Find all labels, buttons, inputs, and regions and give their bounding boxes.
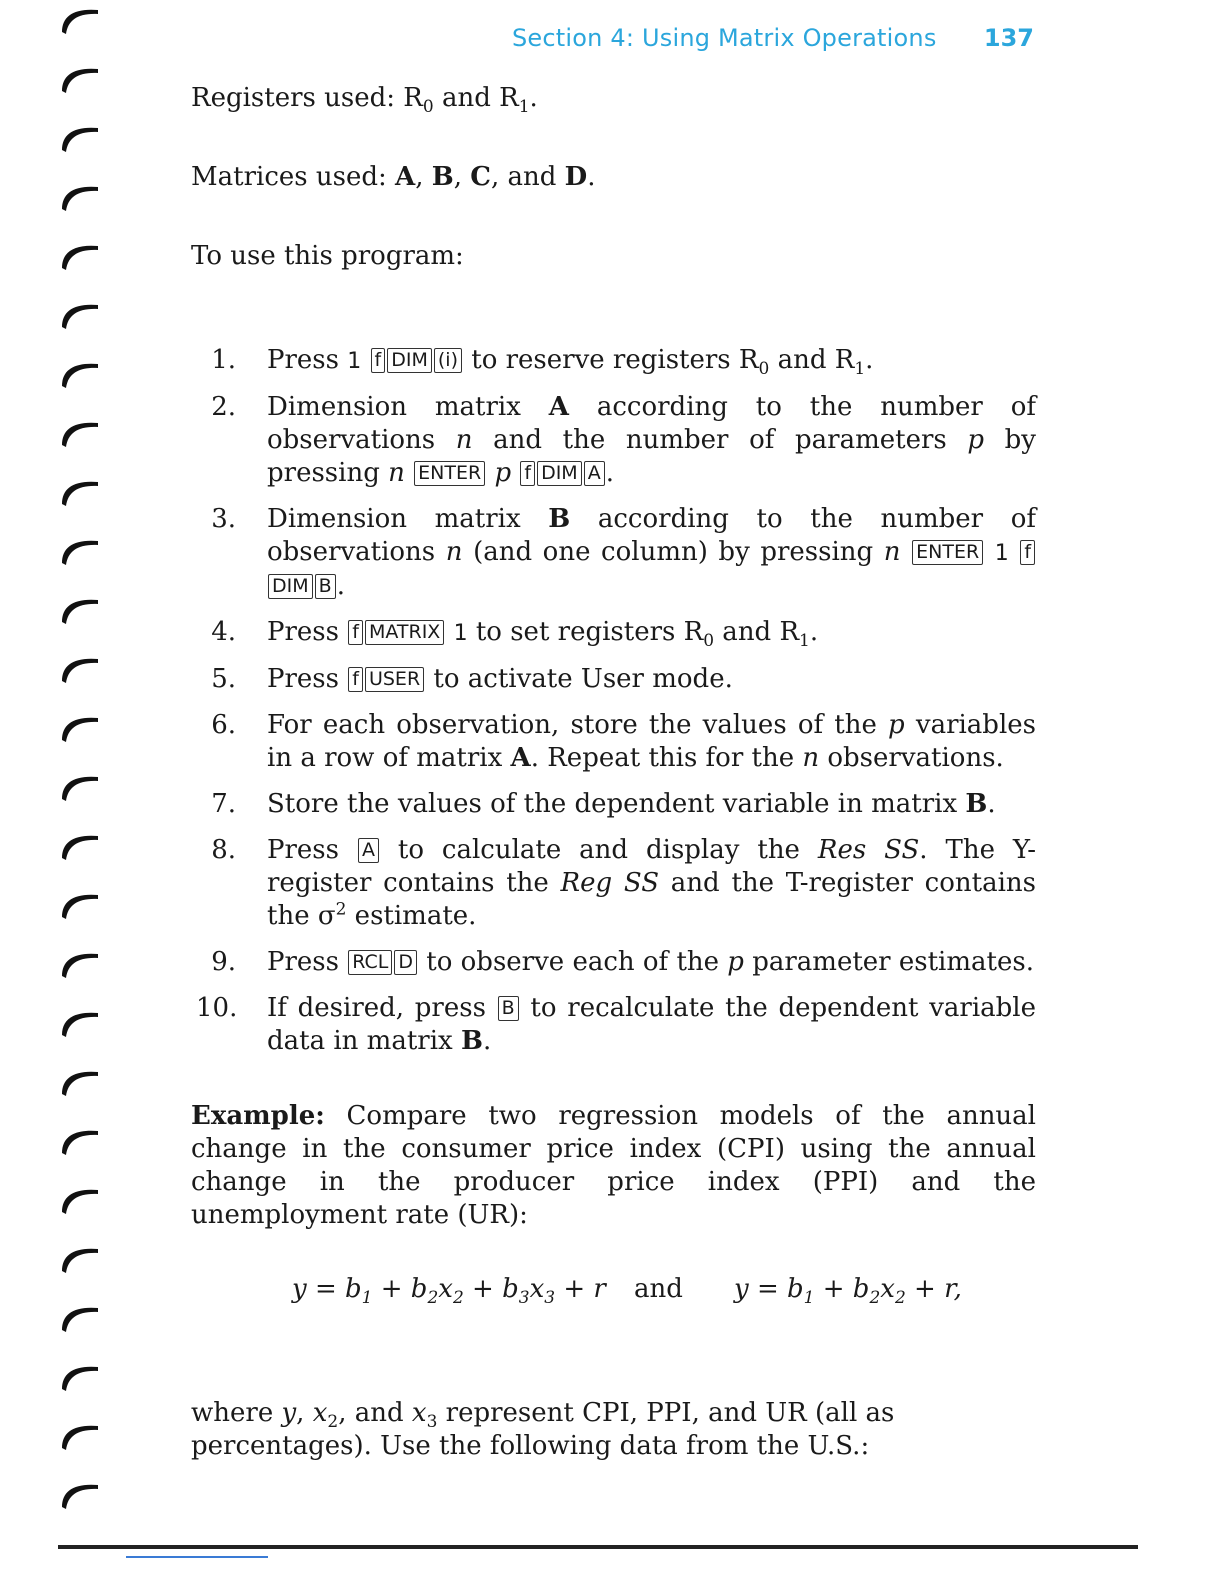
binding-ring-icon (58, 1300, 102, 1334)
equation-full-model: $y = b_1 + b_2x_2 + b_3x_3 + r$ (292, 1274, 606, 1309)
binding-ring-icon (58, 887, 102, 921)
binding-ring-icon (58, 1241, 102, 1275)
f-key: f (348, 620, 363, 645)
enter-key: ENTER (414, 461, 485, 486)
example-label: Example: (191, 1101, 325, 1131)
d-key: D (394, 950, 417, 975)
list-item: 1. Press 1 f DIM (i) to reserve registers $R_0$ and $R_1$. (211, 345, 874, 380)
instruction-list (196, 344, 1036, 1071)
enter-key: ENTER (912, 540, 983, 565)
footer-rule (58, 1545, 1138, 1549)
equation-and: and (634, 1274, 683, 1304)
binding-ring-icon (58, 1418, 102, 1452)
f-key: f (371, 348, 386, 373)
b-key: B (315, 574, 336, 599)
list-item: 2. Dimension matrix A according to the number of observations n and the number of parameters p by pressing n ENTER p f DIM A . (211, 392, 1036, 488)
dim-key: DIM (387, 348, 432, 373)
list-item: 3. Dimension matrix B according to the number of observations n (and one column) by pressing n ENTER 1 fDIM B . (211, 504, 1036, 601)
f-key: f (348, 667, 363, 692)
binding-ring-icon (58, 769, 102, 803)
list-item: 10. If desired, press B to recalculate the dependent variable data in matrix B. (196, 993, 1037, 1056)
a-key: A (584, 461, 605, 486)
binding-ring-icon (58, 297, 102, 331)
binding-ring-icon (58, 61, 102, 95)
binding-ring-icon (58, 1359, 102, 1393)
binding-ring-icon (58, 1064, 102, 1098)
a-key: A (358, 838, 379, 863)
usage-intro: To use this program: (191, 241, 464, 271)
list-item: 8. Press A to calculate and display the Res SS. The Y-register contains the Reg SS and the T-register contains the $\sigma^2$ estimate. (211, 835, 1036, 931)
footer-link-underline (126, 1556, 268, 1558)
equation-reduced-model: $y = b_1 + b_2x_2 + r$, (734, 1274, 962, 1309)
list-item: 5. Press f USER to activate User mode. (211, 664, 733, 694)
list-item: 4. Press f MATRIX 1 to set registers $R_0$ and $R_1$. (211, 617, 819, 652)
list-item: 6. For each observation, store the values of the p variables in a row of matrix A. Repeat this for the n observations. (211, 710, 1037, 773)
binding-ring-icon (58, 592, 102, 626)
regression-equations (292, 1274, 992, 1309)
registers-used: Registers used: $R_0$ and $R_1$. (191, 83, 538, 118)
section-title: Section 4: Using Matrix Operations (512, 24, 937, 52)
binding-ring-icon (58, 1123, 102, 1157)
binding-ring-icon (58, 1182, 102, 1216)
b-key: B (498, 996, 519, 1021)
user-key: USER (365, 667, 424, 692)
binding-ring-icon (58, 415, 102, 449)
dim-key: DIM (537, 461, 582, 486)
example-paragraph: Example: Compare two regression models of the annual change in the consumer price index (CPI) using the annual change in the producer price index (PPI) and the unemployment rate (UR): (191, 1101, 1036, 1230)
dim-key: DIM (268, 574, 313, 599)
list-item: 9. Press RCL D to observe each of the p parameter estimates. (211, 947, 1034, 977)
binding-ring-icon (58, 651, 102, 685)
binding-ring-icon (58, 2, 102, 36)
rcl-key: RCL (348, 950, 392, 975)
binding-ring-icon (58, 533, 102, 567)
binding-ring-icon (58, 1477, 102, 1511)
binding-ring-icon (58, 946, 102, 980)
binding-ring-icon (58, 1005, 102, 1039)
f-key: f (520, 461, 535, 486)
binding-ring-icon (58, 179, 102, 213)
matrix-key: MATRIX (365, 620, 444, 645)
i-key: (i) (434, 348, 462, 373)
matrices-used: Matrices used: A, B, C, and D. (191, 162, 596, 192)
page-number: 137 (983, 24, 1034, 52)
closing-paragraph: where y, $x_2$, and $x_3$ represent CPI, PPI, and UR (all as percentages). Use the following data from the U.S.: (191, 1398, 895, 1461)
binding-ring-icon (58, 828, 102, 862)
spiral-binding (58, 0, 108, 1540)
binding-ring-icon (58, 238, 102, 272)
running-header (512, 24, 1034, 58)
binding-ring-icon (58, 120, 102, 154)
f-key: f (1020, 540, 1035, 565)
list-item: 7. Store the values of the dependent variable in matrix B. (211, 789, 996, 819)
binding-ring-icon (58, 356, 102, 390)
binding-ring-icon (58, 474, 102, 508)
binding-ring-icon (58, 710, 102, 744)
